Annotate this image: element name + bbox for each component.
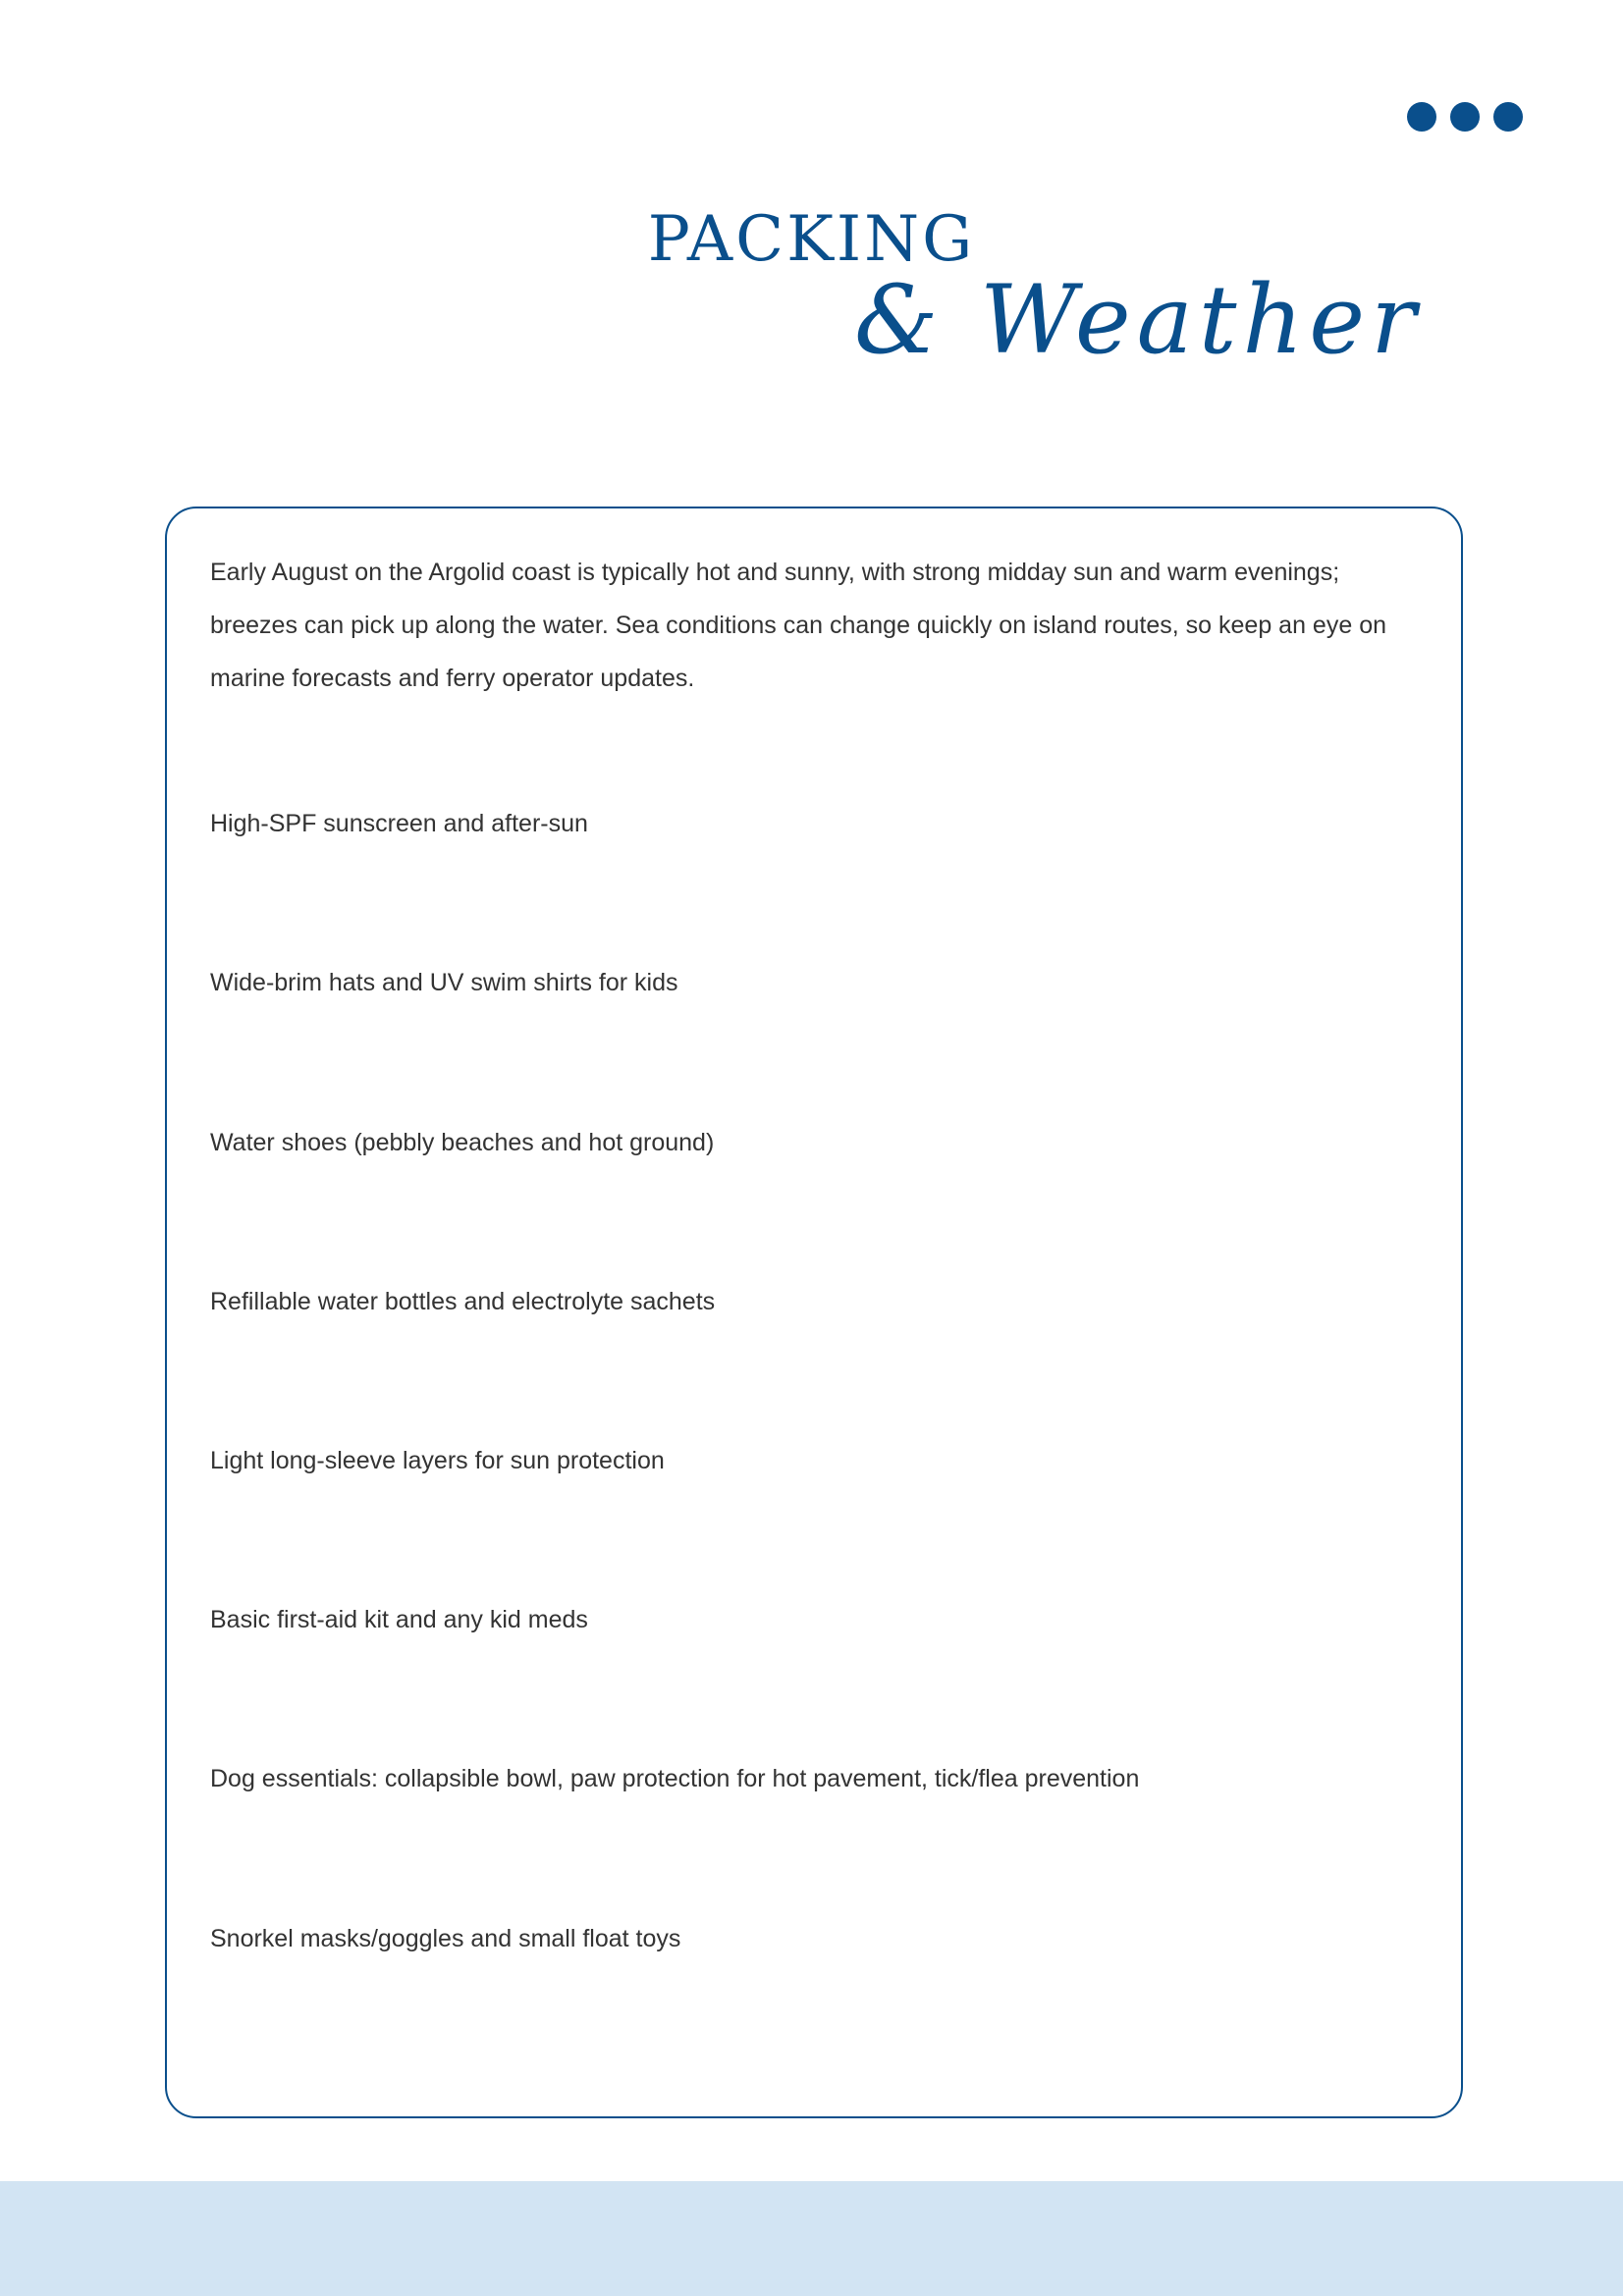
dot-icon xyxy=(1407,102,1436,132)
list-item: Dog essentials: collapsible bowl, paw protection for hot pavement, tick/flea prevention xyxy=(210,1765,1140,1792)
page-title: PACKING xyxy=(647,203,976,276)
list-item: Basic first-aid kit and any kid meds xyxy=(210,1606,588,1633)
list-item: Water shoes (pebbly beaches and hot ground) xyxy=(210,1129,715,1156)
menu-dots-icon xyxy=(1407,102,1523,132)
footer-band xyxy=(0,2181,1623,2296)
page-subtitle-script: & Weather xyxy=(854,265,1422,375)
list-item: Refillable water bottles and electrolyte sachets xyxy=(210,1288,716,1315)
list-item: High-SPF sunscreen and after-sun xyxy=(210,810,588,837)
packing-card xyxy=(165,507,1463,2118)
dot-icon xyxy=(1493,102,1523,132)
list-item: Light long-sleeve layers for sun protection xyxy=(210,1447,665,1474)
weather-intro-paragraph: Early August on the Argolid coast is typically hot and sunny, with strong midday sun and warm evenings; breezes can pick up along the water. Sea conditions can change quickly on island routes, so keep an eye on marine forecasts and ferry operator updates. xyxy=(210,559,1386,692)
list-item: Snorkel masks/goggles and small float toys xyxy=(210,1925,681,1952)
list-item: Wide-brim hats and UV swim shirts for kids xyxy=(210,969,678,996)
dot-icon xyxy=(1450,102,1480,132)
